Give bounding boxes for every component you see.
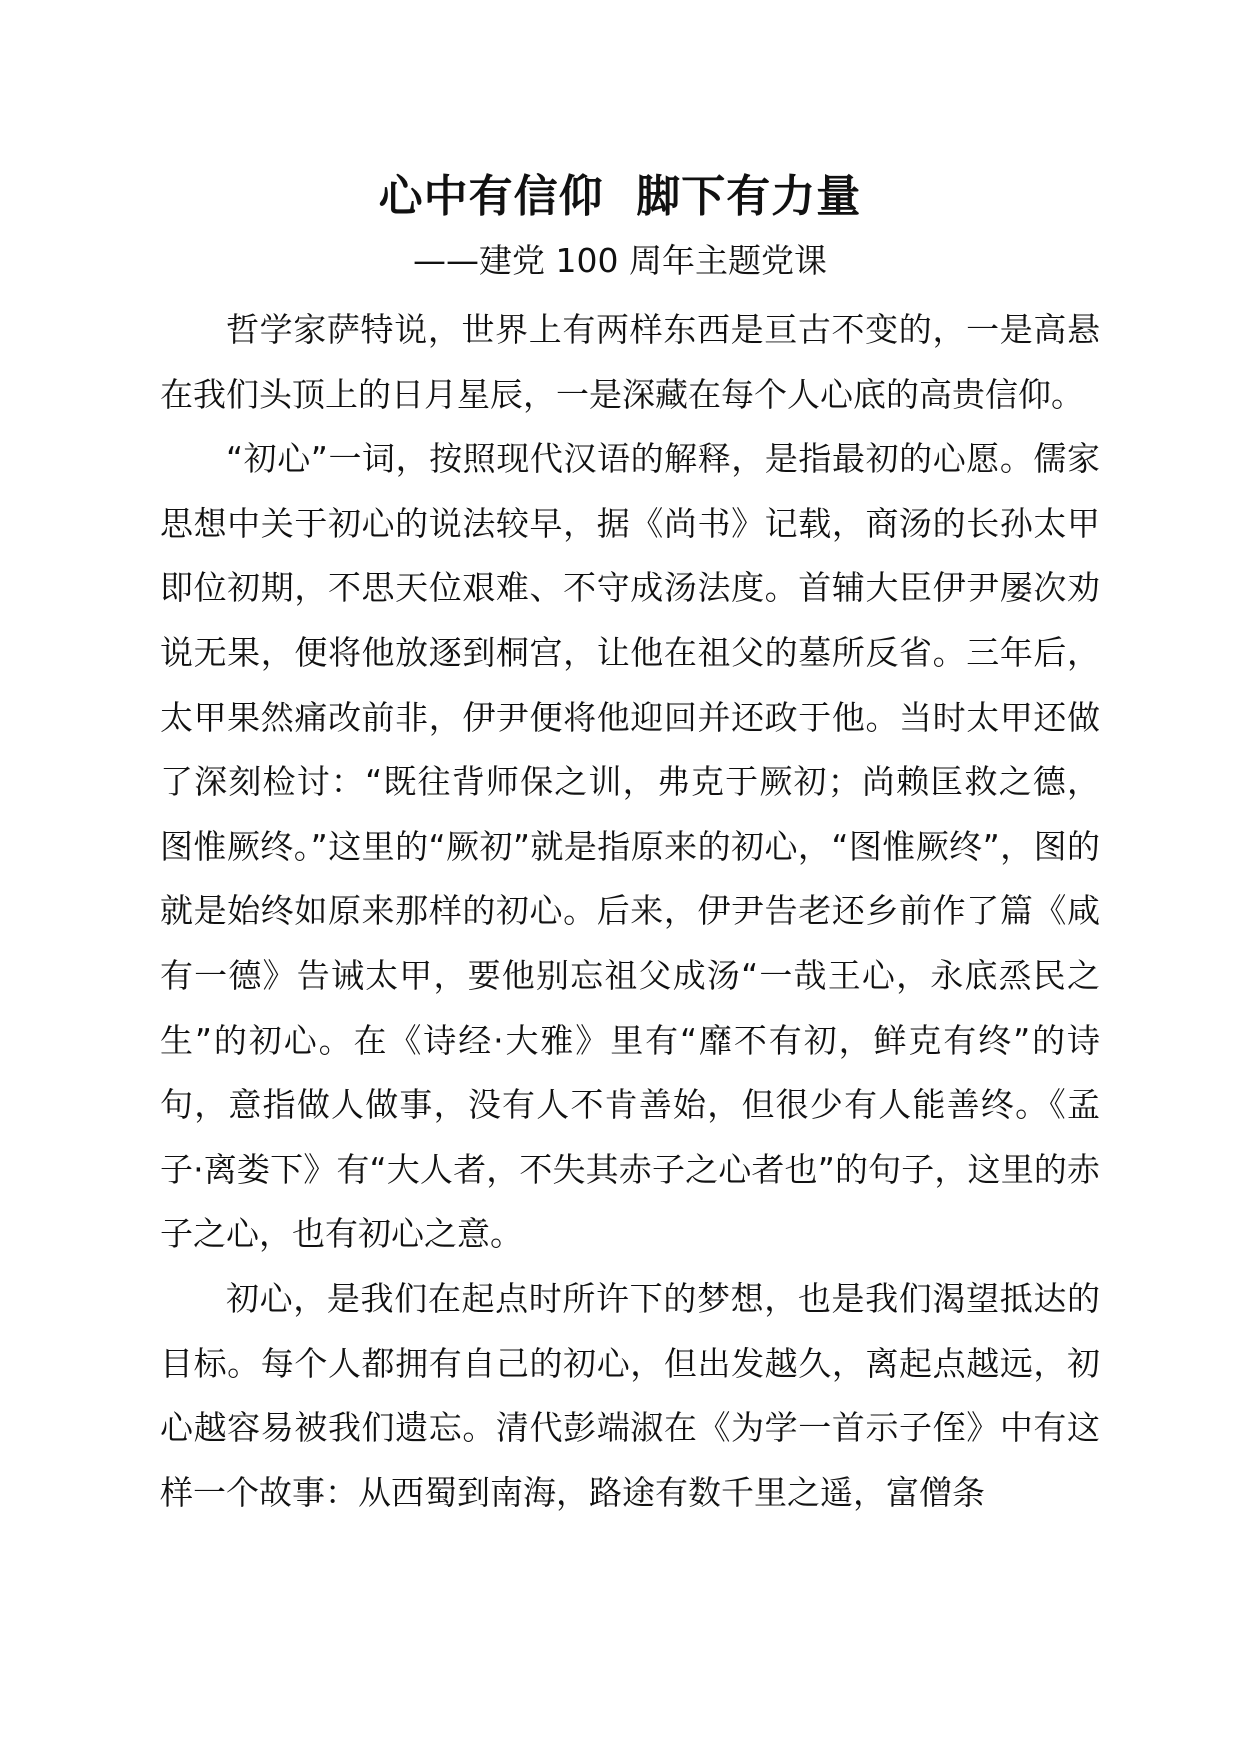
paragraph-2: “初心”一词，按照现代汉语的解释，是指最初的心愿。儒家思想中关于初心的说法较早，据《尚书》记载，商汤的长孙太甲即位初期，不思天位艰难、不守成汤法度。首辅大臣伊尹屡次劝说无果，便将他放逐到桐宫，让他在祖父的墓所反省。三年后，太甲果然痛改前非，伊尹便将他迎回并还政于他。当时太甲还做了深刻检讨：“既往背师保之训，弗克于厥初；尚赖匡救之德，图惟厥终。”这里的“厥初”就是指原来的初心，“图惟厥终”，图的就是始终如原来那样的初心。后来，伊尹告老还乡前作了篇《咸有一德》告诫太甲，要他别忘祖父成汤“一哉王心，永底烝民之生”的初心。在《诗经·大雅》里有“靡不有初，鲜克有终”的诗句，意指做人做事，没有人不肯善始，但很少有人能善终。《孟子·离娄下》有“大人者，不失其赤子之心者也”的句子，这里的赤子之心，也有初心之意。 [160, 439, 1100, 1254]
paragraph-1: 哲学家萨特说，世界上有两样东西是亘古不变的，一是高悬在我们头顶上的日月星辰，一是深藏在每个人心底的高贵信仰。 [160, 310, 1100, 414]
document-subtitle: ——建党 100 周年主题党课 [413, 241, 827, 280]
document-title: 心中有信仰 脚下有力量 [378, 171, 862, 222]
document-body [160, 298, 1100, 1525]
paragraph-3: 初心，是我们在起点时所许下的梦想，也是我们渴望抵达的目标。每个人都拥有自己的初心，但出发越久，离起点越远，初心越容易被我们遗忘。清代彭端淑在《为学一首示子侄》中有这样一个故事：从西蜀到南海，路途有数千里之遥，富僧条 [160, 1278, 1100, 1512]
